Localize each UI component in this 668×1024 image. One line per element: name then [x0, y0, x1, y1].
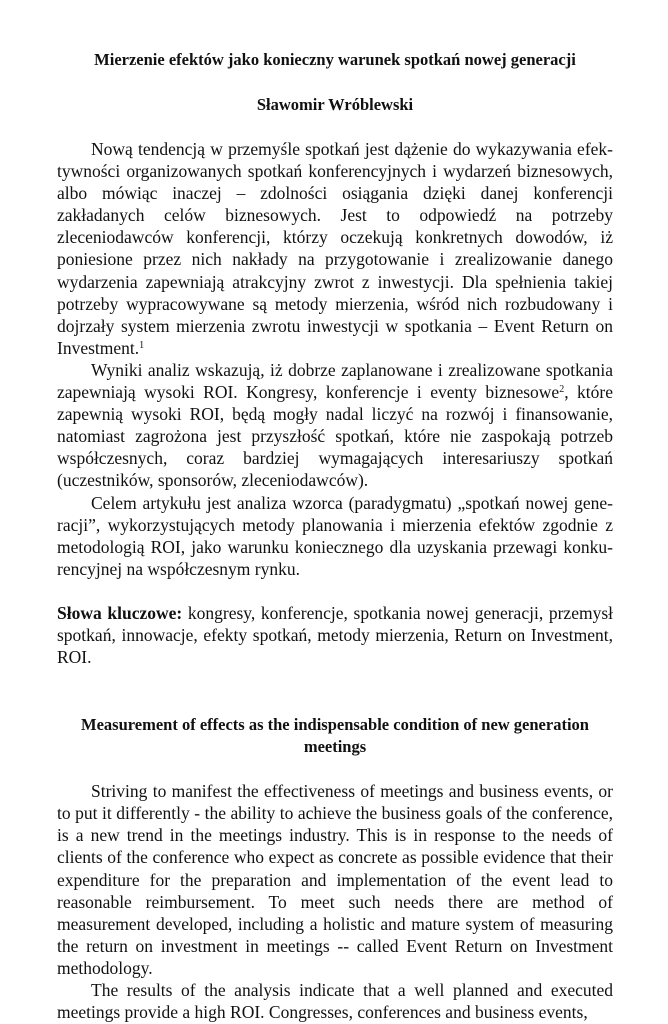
polish-paragraph-1 [57, 138, 613, 359]
keywords-label: Słowa kluczowe: [57, 602, 183, 623]
english-paragraph-2: The results of the analysis indicate that a well planned and executed meetings provide a high ROI. Congresses, conferences and business events, [57, 980, 613, 1023]
document-page [57, 0, 613, 1023]
polish-paragraph-2-text: Wyniki analiz wskazują, iż dobrze zaplanowane i zrealizowane spotkania zapewniają wysoki ROI. Kongresy, konferencje i eventy biznesowe [57, 359, 613, 403]
polish-paragraph-2 [57, 359, 613, 492]
footnote-marker-1: 1 [139, 339, 145, 351]
keywords [57, 602, 613, 668]
polish-abstract [57, 138, 613, 580]
polish-paragraph-2-text-after: , które zapewnią wysoki ROI, będą mogły nadal liczyć na rozwój i finansowanie, natomiast zagrożona jest przyszłość spotkań, które nie zaspokają potrzeb współczesnych, coraz bardziej wymagających interesariuszy spotkań (uczestników, sponsorów, zleceniodawców). [57, 382, 613, 491]
polish-paragraph-3-text: Celem artykułu jest analiza wzorca (paradygmatu) „spotkań nowej generacji”, wykorzystujących metody planowania i mierzenia efektów zgodnie z metodologią ROI, jako warunku koniecznego dla uzyskania przewagi konkurencyjnej na współczesnym rynku. [57, 492, 613, 579]
keywords-text: kongresy, konferencje, spotkania nowej generacji, przemysł spotkań, innowacje, efekty spotkań, metody mierzenia, Return on Investment, ROI. [57, 602, 613, 668]
english-paragraph-1: Striving to manifest the effectiveness of meetings and business events, or to put it differently - the ability to achieve the business goals of the conference, is a new trend in the meetings industry. This is in response to the needs of clients of the conference who expect as concrete as possible evidence that their expenditure for the preparation and implementation of the event lead to reasonable reimbursement. To meet such needs there are method of measurement developed, including a holistic and mature system of measuring the return on investment in meetings -- called Event Return on Investment methodology. [57, 781, 613, 978]
polish-paragraph-1-text: Nową tendencją w przemyśle spotkań jest dążenie do wykazywania efektywności organizowanych spotkań konferencyjnych i wydarzeń biznesowych, albo mówiąc inaczej – zdolności osiągania dzięki danej konferencji zakładanych celów biznesowych. Jest to odpowiedź na potrzeby zleceniodawców konferencji, którzy oczekują konkretnych dowodów, iż poniesione przez nich nakłady na przygotowanie i zrealizowanie danego wydarzenia zapewniają atrakcyjny zwrot z inwestycji. Dla spełnienia takiej potrzeby wypracowywane są metody mierzenia, wśród nich rozbudowany i dojrzały system mierzenia zwrotu inwestycji w spotkania – Event Return on Investment. [57, 139, 613, 358]
polish-title: Mierzenie efektów jako konieczny warunek spotkań nowej generacji [94, 50, 576, 69]
author-name: Sławomir Wróblewski [256, 95, 414, 114]
footnote-marker-2: 2 [559, 384, 565, 396]
polish-paragraph-3 [57, 492, 613, 580]
english-abstract [57, 780, 613, 1023]
english-title: Measurement of effects as the indispensable condition of new generation meetings [81, 715, 589, 757]
